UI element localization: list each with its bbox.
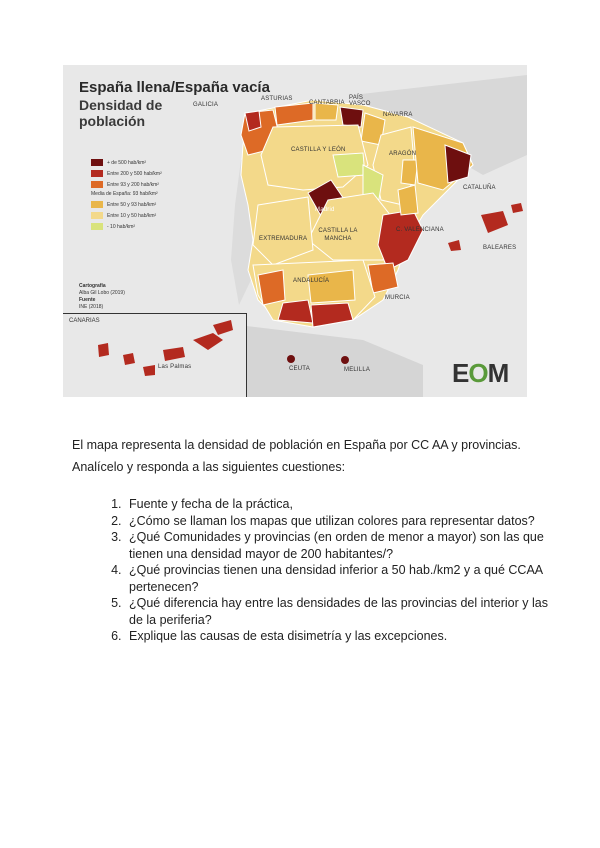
canarias-inset bbox=[63, 313, 247, 397]
region-label-navarra: NAVARRA bbox=[383, 112, 413, 118]
intro-text: El mapa representa la densidad de población en España por CC AA y provincias. bbox=[72, 438, 521, 452]
question-item: 5. ¿Qué diferencia hay entre las densidades de las provincias del interior y las de la periferia? bbox=[125, 595, 565, 628]
region-label-las-palmas: Las Palmas bbox=[158, 364, 192, 370]
legend-item: + de 500 hab/km² bbox=[91, 157, 162, 168]
region-label-valenciana: C. VALENCIANA bbox=[396, 227, 444, 233]
legend-item: Entre 200 y 500 hab/km² bbox=[91, 168, 162, 179]
question-item: 6. Explique las causas de esta disimetría y las excepciones. bbox=[125, 628, 565, 645]
legend-swatch bbox=[91, 170, 103, 177]
legend-item: - 10 hab/km² bbox=[91, 221, 162, 232]
instructions-text: Analícelo y responda a las siguientes cuestiones: bbox=[72, 460, 346, 474]
question-item: 2. ¿Cómo se llaman los mapas que utilizan colores para representar datos? bbox=[125, 513, 565, 530]
map-legend bbox=[91, 157, 162, 232]
map-credits: Cartografía Alba Gil Lobo (2019) Fuente INE (2018) bbox=[79, 283, 125, 310]
eom-logo: EOM bbox=[452, 358, 509, 388]
region-label-cantabria: CANTABRIA bbox=[309, 100, 345, 106]
question-item: 4. ¿Qué provincias tienen una densidad inferior a 50 hab./km2 y a qué CCAA pertenecen? bbox=[125, 562, 565, 595]
legend-swatch bbox=[91, 223, 103, 230]
region-label-aragon: ARAGÓN bbox=[389, 151, 417, 157]
region-label-castilla-mancha: CASTILLA LA MANCHA bbox=[318, 228, 358, 242]
map-title: España llena/España vacía bbox=[79, 79, 270, 96]
region-label-asturias: ASTURIAS bbox=[261, 96, 293, 102]
legend-swatch bbox=[91, 212, 103, 219]
region-label-cataluna: CATALUÑA bbox=[463, 185, 496, 191]
population-density-map bbox=[63, 65, 527, 397]
legend-item: Entre 50 y 93 hab/km² bbox=[91, 199, 162, 210]
region-label-melilla: MELILLA bbox=[344, 367, 371, 373]
questions-list bbox=[72, 496, 565, 645]
region-label-galicia: GALICIA bbox=[193, 102, 219, 108]
region-label-ceuta: CEUTA bbox=[289, 366, 310, 372]
region-label-madrid: Madrid bbox=[315, 207, 335, 213]
region-label-pais-vasco: PAÍS VASCO bbox=[349, 95, 371, 107]
legend-swatch bbox=[91, 181, 103, 188]
region-label-extremadura: EXTREMADURA bbox=[259, 236, 308, 242]
question-item: 3. ¿Qué Comunidades y provincias (en orden de menor a mayor) son las que tienen una densidad mayor de 200 habitantes/? bbox=[125, 529, 565, 562]
legend-swatch bbox=[91, 201, 103, 208]
legend-average: Media de España: 93 hab/km² bbox=[91, 191, 158, 197]
map-subtitle: Densidad de población bbox=[79, 97, 163, 129]
legend-item: Entre 10 y 50 hab/km² bbox=[91, 210, 162, 221]
legend-item: Entre 93 y 200 hab/km² bbox=[91, 179, 162, 190]
region-label-baleares: BALEARES bbox=[483, 245, 517, 251]
legend-swatch bbox=[91, 159, 103, 166]
question-item: 1. Fuente y fecha de la práctica, bbox=[125, 496, 565, 513]
region-label-murcia: MURCIA bbox=[385, 295, 410, 301]
region-label-castilla-leon: CASTILLA Y LEÓN bbox=[291, 147, 346, 153]
region-label-andalucia: ANDALUCÍA bbox=[293, 278, 330, 284]
region-label-canarias: CANARIAS bbox=[69, 318, 100, 324]
